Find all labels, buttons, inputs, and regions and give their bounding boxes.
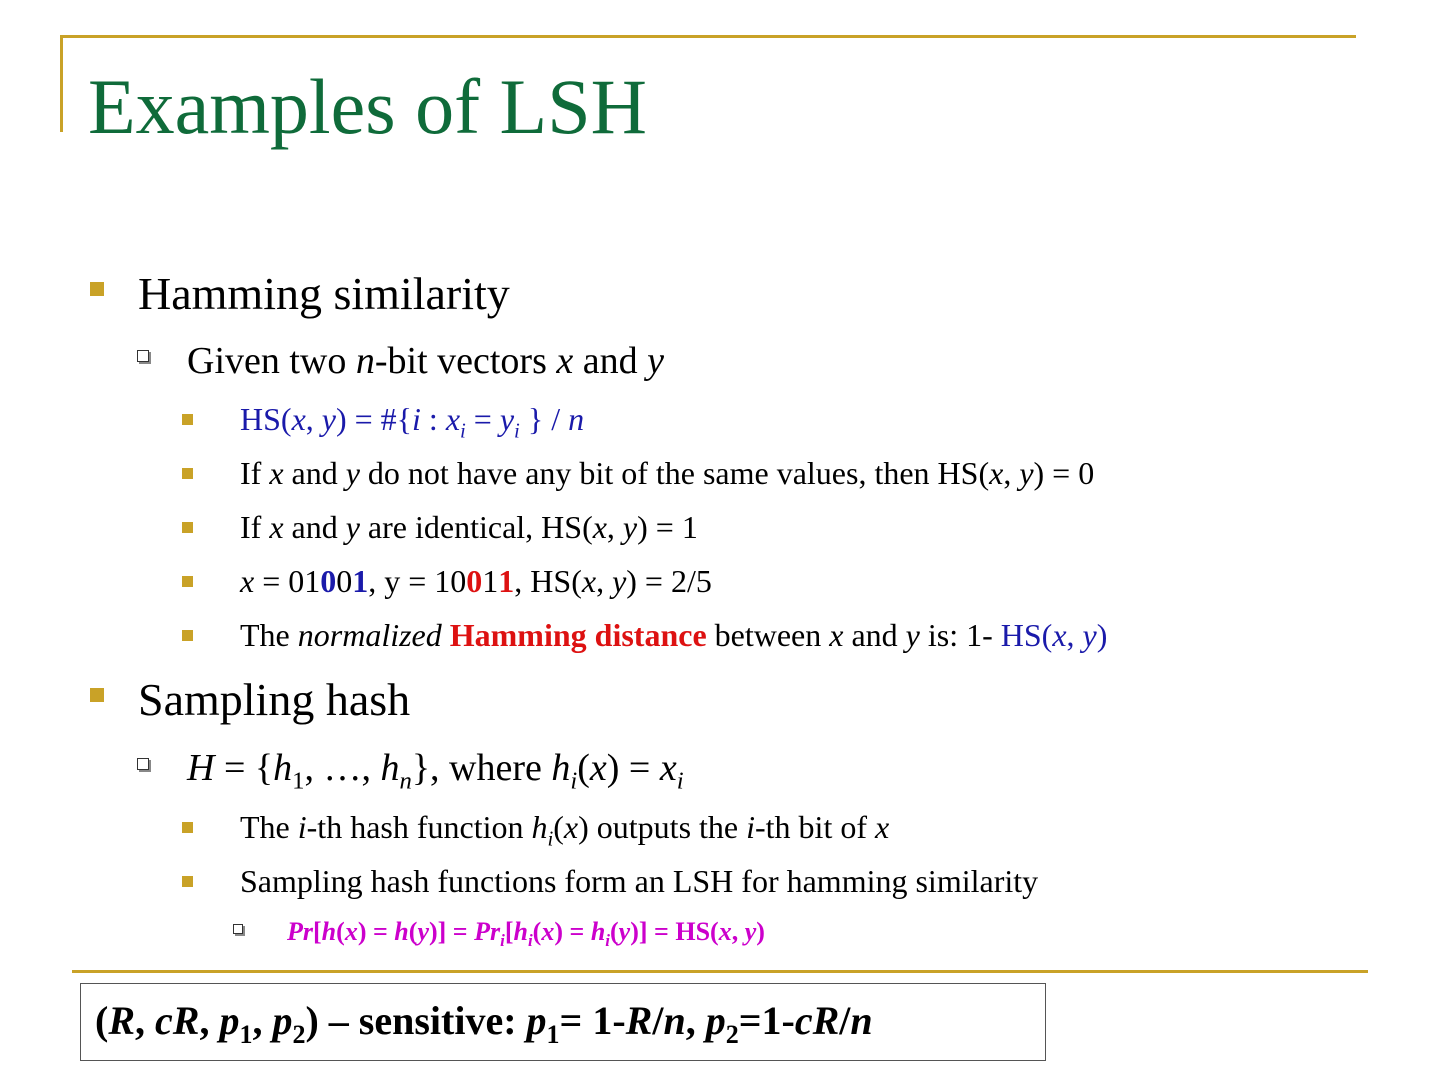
square-bullet-icon [90, 688, 104, 702]
square-bullet-icon [182, 522, 193, 533]
heading-hamming-similarity: Hamming similarity [138, 268, 510, 319]
square-bullet-icon [182, 576, 193, 587]
square-bullet-icon [182, 468, 193, 479]
hs-definition: HS(x, y) = #{i : $x_i = y_i$ } / n [240, 401, 585, 443]
sensitivity-formula: (R, cR, $p_1$, $p_2$) – sensitive: $p_1= 1-R/n$, $p_2=1-cR/n$ [95, 998, 873, 1049]
no-same-bits-line: If x and y do not have any bit of the same values, then HS(x, y) = 0 [240, 455, 1095, 491]
square-bullet-icon [182, 414, 193, 425]
top-rule [60, 35, 1356, 38]
square-bullet-icon [90, 282, 104, 296]
normalized-distance-line: The normalized Hamming distance between x and y is: 1- HS(x, y) [240, 617, 1108, 653]
slide-title: Examples of LSH [88, 63, 647, 150]
left-rule [60, 35, 63, 132]
hollow-bullet-icon [137, 350, 149, 362]
ith-hash-line: The i-th hash function $h_i(x)$ outputs the i-th bit of x [240, 809, 890, 851]
bottom-rule [72, 970, 1368, 973]
identical-line: If x and y are identical, HS(x, y) = 1 [240, 509, 698, 545]
heading-sampling-hash: Sampling hash [138, 674, 411, 725]
square-bullet-icon [182, 822, 193, 833]
given-vectors-line: Given two n-bit vectors x and y [187, 340, 665, 382]
form-lsh-line: Sampling hash functions form an LSH for hamming similarity [240, 863, 1039, 899]
square-bullet-icon [182, 630, 193, 641]
hollow-bullet-icon [233, 924, 243, 934]
probability-equation: $Pr[h(x) = h(y)] = Pr_i[h_i(x) = h_i(y)] = HS(x$, y) [287, 917, 765, 951]
example-bits-line: x = 01001, y = 10011, HS(x, y) = 2/5 [240, 563, 712, 599]
square-bullet-icon [182, 876, 193, 887]
hash-family-definition: $H = \{h_1$, …, $h_n$}, where $h_i(x) = x_i$ [187, 747, 684, 795]
hollow-bullet-icon [137, 758, 149, 770]
